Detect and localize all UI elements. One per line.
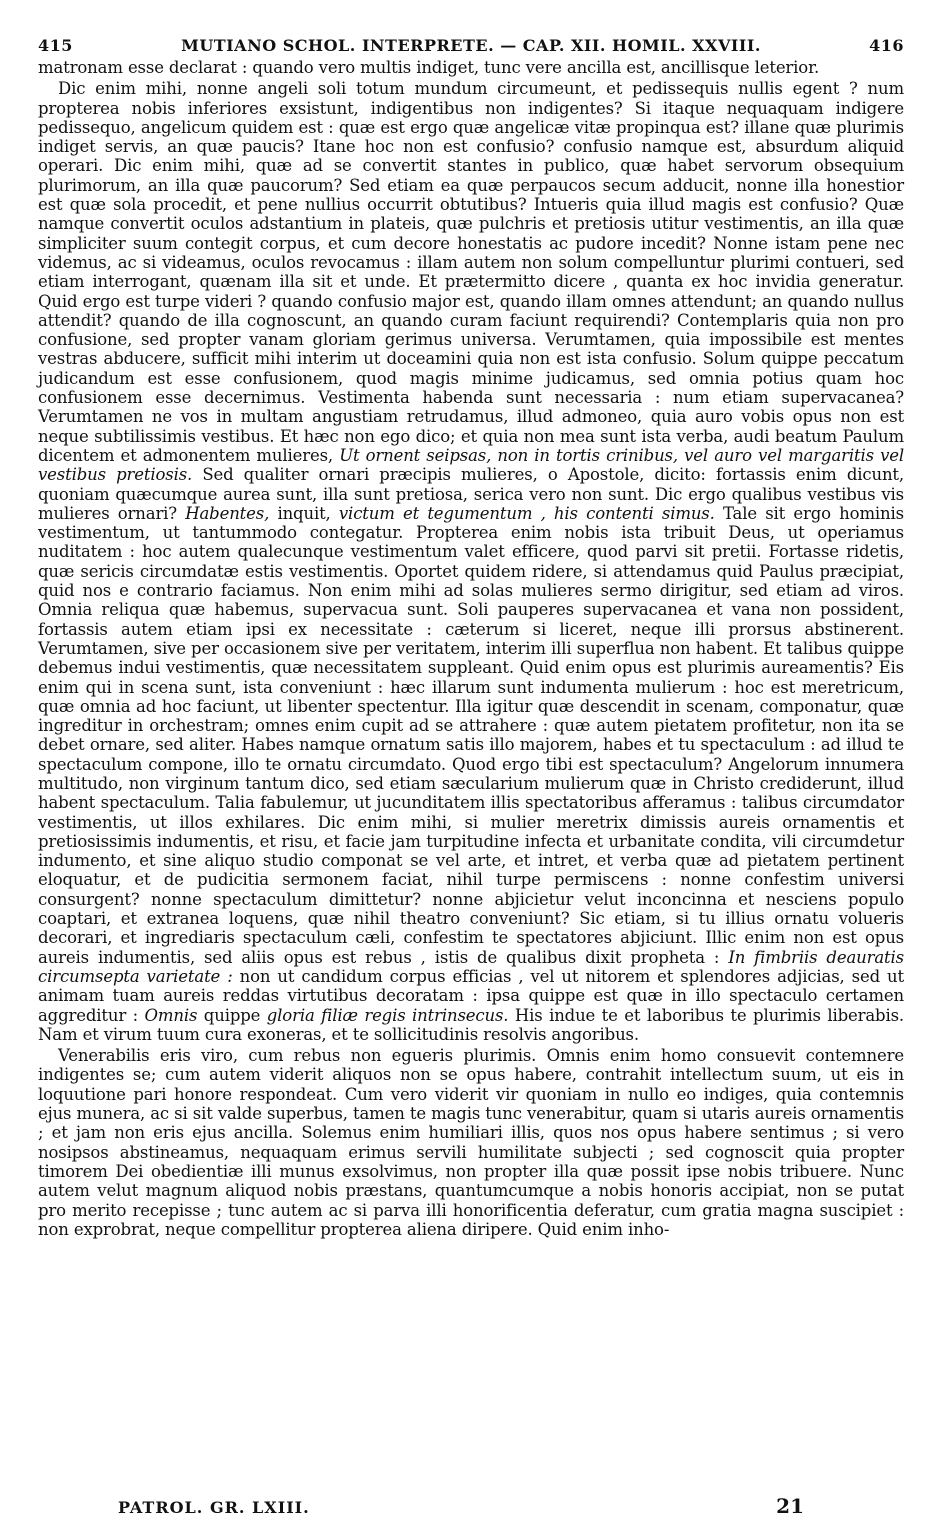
text-run: Sed qualiter ornari præcipis mulieres, o Apostole, dicito: fortassis enim dicunt, quoniam quæcumque aurea sunt, illa sunt pretiosa, serica vero non sunt. Dic ergo qualibus vestibus vis mulieres ornari? (38, 465, 904, 523)
italic-quote: gloria filiæ regis intrinsecus. (266, 1005, 509, 1025)
footer-sheet-number: 21 (776, 1494, 804, 1518)
text-run: Venerabilis eris viro, cum rebus non egueris plurimis. Omnis enim homo consuevit contemnere indigentes se; cum autem viderit aliquos non se opus habere, contrahit intellectum suum, ut eis in loquutione pari honore respondeat. Cum vero viderit vir quoniam in nullo eo indiges, quia contemnis ejus munera, ac si sit valde superbus, tamen te magis tunc venerabitur, quam si utaris aureis ornamentis ; et jam non eris ejus ancilla. Solemus enim humiliari illis, quos nos opus habere sentimus ; si vero nosipsos abstineamus, nequaquam erimus servili humilitate subjecti ; sed cognoscit quia propter timorem Dei obedientiæ illi munus exsolvimus, non propter illa quæ possit ipse nobis tribuere. Nunc autem velut magnum aliquod nobis præstans, quantumcumque a nobis honoris accipiat, non se putat pro merito recepisse ; tunc autem ac si parva illi honorificentia deferatur, cum gratia magna suscipiet : non exprobrat, neque compellitur propterea aliena diripere. Quid enim inho- (38, 1046, 904, 1239)
paragraph (38, 1046, 904, 1239)
footer-signature: PATROL. GR. LXIII. (118, 1498, 310, 1517)
text-run: His indue te et laboribus te plurimis liberabis. Nam et virum tuum cura exoneras, et te sollicitudinis resolvis angoribus. (38, 1005, 905, 1044)
italic-quote: Omnis (144, 1005, 198, 1025)
running-header (38, 34, 904, 58)
page-footer (38, 1494, 904, 1518)
text-run: inquit, (269, 503, 339, 523)
text-run: Tale sit ergo hominis vestimentum, ut tantummodo contegatur. Propterea enim nobis ista tribuit Deus, ut operiamus nuditatem : hoc autem qualecunque vestimentum valet efficere, quod parvi sit pretii. Fortasse ridetis, quæ sericis circumdatæ estis vestimentis. Oportet quidem ridere, si attendamus quid Paulus præcipiat, quid nos e contrario faciamus. Non enim mihi ad solas mulieres sermo dirigitur, sed etiam ad viros. Omnia reliqua quæ habemus, supervacua sunt. Soli pauperes supervacanea et vana non possident, fortassis autem etiam ipsi ex necessitate : cæterum si liceret, neque illi prorsus abstinerent. Verumtamen, sive per occasionem sive per veritatem, interim illi superflua non habent. Et talibus quippe debemus indui vestimentis, quæ necessitatem suppleant. Quid enim opus est plurimis aureamentis? Eis enim qui in scena sunt, ista conveniunt : hæc illarum sunt indumenta mulierum : hoc est meretricum, quæ omnia ad hoc faciunt, ut libenter spectentur. Illa igitur quæ descendit in scenam, componatur, quæ ingreditur in orchestram; omnes enim cupit ad se attrahere : quæ autem pietatem profitetur, non ita se debet ornare, sed aliter. Habes namque ornatum satis illo majorem, habes et tu spectaculum : ad illud te spectaculum compone, illo te ornatu circumdato. Quod ergo tibi est spectaculum? Angelorum innumera multitudo, non virginum tantum dico, sed etiam sæcularium mulierum quæ in Christo crediderunt, illud habent spectaculum. Talia fabulemur, ut jucunditatem illis spectatoribus afferamus : talibus circumdator vestimentis, ut illos exhilares. Dic enim mihi, si mulier meretrix dimissis aureis ornamentis et pretiosissimis indumentis, et risu, et facie jam turpitudine infecta et urbanitate condita, vili circumdetur indumento, et sine aliquo studio componat se vel arte, et intret, et verba quæ ad pietatem pertinent eloquatur, et de pudicitia sermonem faciat, nihil turpe permiscens : nonne confestim universi consurgent? nonne spectaculum dimittetur? nonne abjicietur velut inconcinna et nesciens populo coaptari, et extranea loquens, quæ nihil theatro conveniunt? Sic etiam, si tu illius ornatu volueris decorari, et ingrediaris spectaculum cæli, confestim te spectatores abjiciunt. Illic enim non est opus aureis indumentis, sed aliis opus est rebus , istis de qualibus dixit propheta : (38, 503, 904, 967)
body-text (38, 58, 904, 1239)
paragraph (38, 58, 904, 77)
italic-quote: victum et tegumentum , his contenti simus. (338, 503, 715, 523)
page-number-left: 415 (38, 36, 73, 55)
text-run: matronam esse declarat : quando vero multis indiget, tunc vere ancilla est, ancillisque leterior. (38, 58, 820, 77)
text-run: non ut candidum corpus efficias , vel ut nitorem et splendores adjicias, sed ut animam tuam aureis reddas virtutibus decoratam : ipsa quippe est quæ in illo spectaculo certamen aggreditur : (38, 966, 904, 1025)
running-title: MUTIANO SCHOL. INTERPRETE. — CAP. XII. HOMIL. XXVIII. (181, 36, 761, 55)
text-run: quippe (197, 1005, 267, 1025)
italic-quote: Habentes, (185, 503, 270, 523)
italic-quote: Ut ornent seipsas, non in tortis crinibus, vel auro vel margaritis vel vestibus pretiosis. (38, 445, 904, 485)
italic-quote: In fimbriis deauratis circumsepta varietate : (38, 947, 904, 986)
page-number-right: 416 (869, 36, 904, 55)
paragraph (38, 79, 904, 1044)
text-run: Dic enim mihi, nonne angeli soli totum mundum circumeunt, et pedissequis nullis egent ? num propterea nobis inferiores exsistunt, indigentibus non indigentes? Si itaque nequaquam indigere pedissequo, angelicum quidem est : quæ est ergo quæ angelicæ vitæ propinqua est? illane quæ plurimis indiget servis, an quæ paucis? Itane hoc non est confusio? confusio namque est, absurdum aliquid operari. Dic enim mihi, quæ ad se convertit stantes in publico, quæ habet servorum obsequium plurimorum, an illa quæ paucorum? Sed etiam ea quæ perpaucos secum adducit, nonne illa honestior est quæ sola procedit, et pene nullius occurrit obtutibus? Intueris quia illud magis est confusio? Quæ namque convertit oculos adstantium in plateis, quæ pulchris et pretiosis utitur vestimentis, an illa quæ simpliciter suum contegit corpus, et cum decore honestatis ac pudore incedit? Nonne istam pene nec videmus, ac si videamus, oculos revocamus : illam autem non solum compelluntur plurimi contueri, sed etiam interrogant, quænam illa sit et unde. Et prætermitto dicere , quanta ex hoc invidia generatur. Quid ergo est turpe videri ? quando confusio major est, quando illam omnes attendunt; an quando nullus attendit? quando de illa cognoscunt, an quando curam faciunt requirendi? Contemplaris quia non pro confusione, sed propter vanam gloriam gerimus universa. Verumtamen, quia impossibile est mentes vestras abducere, sufficit mihi interim ut doceamini quia non est ista confusio. Solum quippe peccatum judicandum est esse confusionem, quod magis minime judicamus, sed omnia potius quam hoc confusionem esse decernimus. Vestimenta habenda sunt necessaria : num etiam supervacanea? Verumtamen ne vos in multam angustiam retrudamus, illud admoneo, quia auro vobis opus non est neque subtilissimis vestibus. Et hæc non ego dico; et quia non mea sunt ista verba, audi beatum Paulum dicentem et admonentem mulieres, (38, 79, 904, 465)
